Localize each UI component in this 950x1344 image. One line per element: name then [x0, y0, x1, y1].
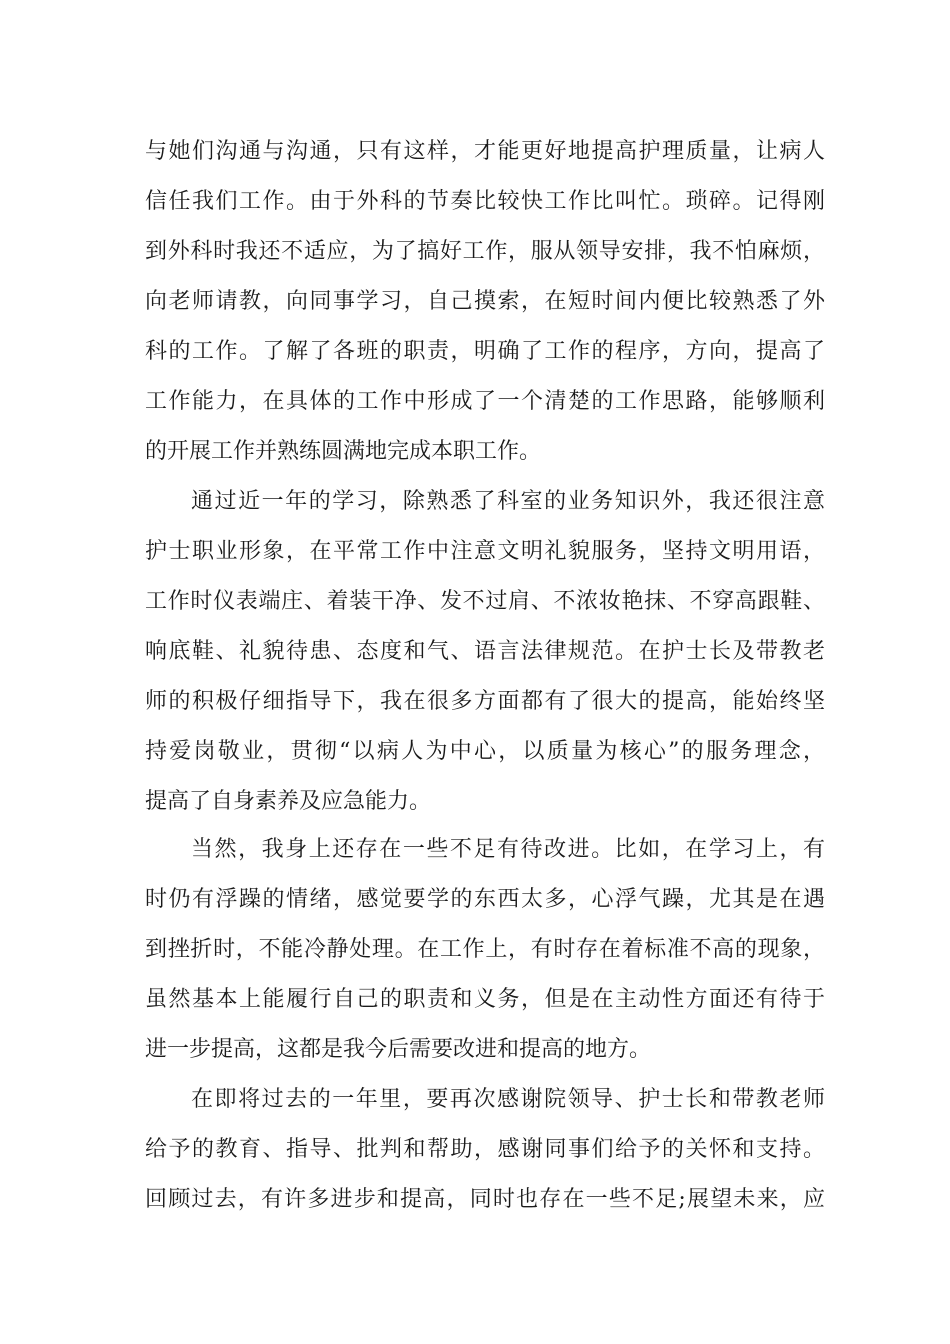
text-line: 回顾过去，有许多进步和提高，同时也存在一些不足;展望未来，应 [145, 1187, 825, 1212]
text-line: 提高了自身素养及应急能力。 [145, 789, 432, 814]
text-line: 信任我们工作。由于外科的节奏比较快工作比叫忙。琐碎。记得刚 [145, 189, 825, 214]
text-line: 响底鞋、礼貌待患、态度和气、语言法律规范。在护士长及带教老 [145, 639, 825, 664]
text-line: 时仍有浮躁的情绪，感觉要学的东西太多，心浮气躁，尤其是在遇 [145, 887, 825, 912]
text-line: 的开展工作并熟练圆满地完成本职工作。 [145, 439, 542, 464]
text-line: 虽然基本上能履行自己的职责和义务，但是在主动性方面还有待于 [145, 987, 825, 1012]
text-line: 给予的教育、指导、批判和帮助，感谢同事们给予的关怀和支持。 [145, 1137, 825, 1162]
text-line: 到外科时我还不适应，为了搞好工作，服从领导安排，我不怕麻烦， [145, 239, 825, 264]
paragraph-first-line: 当然，我身上还存在一些不足有待改进。比如，在学习上，有 [191, 837, 825, 862]
text-line: 工作能力，在具体的工作中形成了一个清楚的工作思路，能够顺利 [145, 389, 825, 414]
text-line: 进一步提高，这都是我今后需要改进和提高的地方。 [145, 1037, 652, 1062]
text-line: 到挫折时，不能冷静处理。在工作上，有时存在着标准不高的现象， [145, 937, 825, 962]
text-line: 科的工作。了解了各班的职责，明确了工作的程序，方向，提高了 [145, 339, 825, 364]
text-line: 与她们沟通与沟通，只有这样，才能更好地提高护理质量，让病人 [145, 139, 825, 164]
text-line: 工作时仪表端庄、着装干净、发不过肩、不浓妆艳抹、不穿高跟鞋、 [145, 589, 825, 614]
text-line: 持爱岗敬业，贯彻“以病人为中心，以质量为核心”的服务理念， [145, 739, 825, 764]
text-line: 师的积极仔细指导下，我在很多方面都有了很大的提高，能始终坚 [145, 689, 825, 714]
paragraph-first-line: 在即将过去的一年里，要再次感谢院领导、护士长和带教老师 [191, 1087, 825, 1112]
text-line: 护士职业形象，在平常工作中注意文明礼貌服务，坚持文明用语， [145, 539, 825, 564]
text-line: 向老师请教，向同事学习，自己摸索，在短时间内便比较熟悉了外 [145, 289, 825, 314]
paragraph-first-line: 通过近一年的学习，除熟悉了科室的业务知识外，我还很注意 [191, 489, 825, 514]
